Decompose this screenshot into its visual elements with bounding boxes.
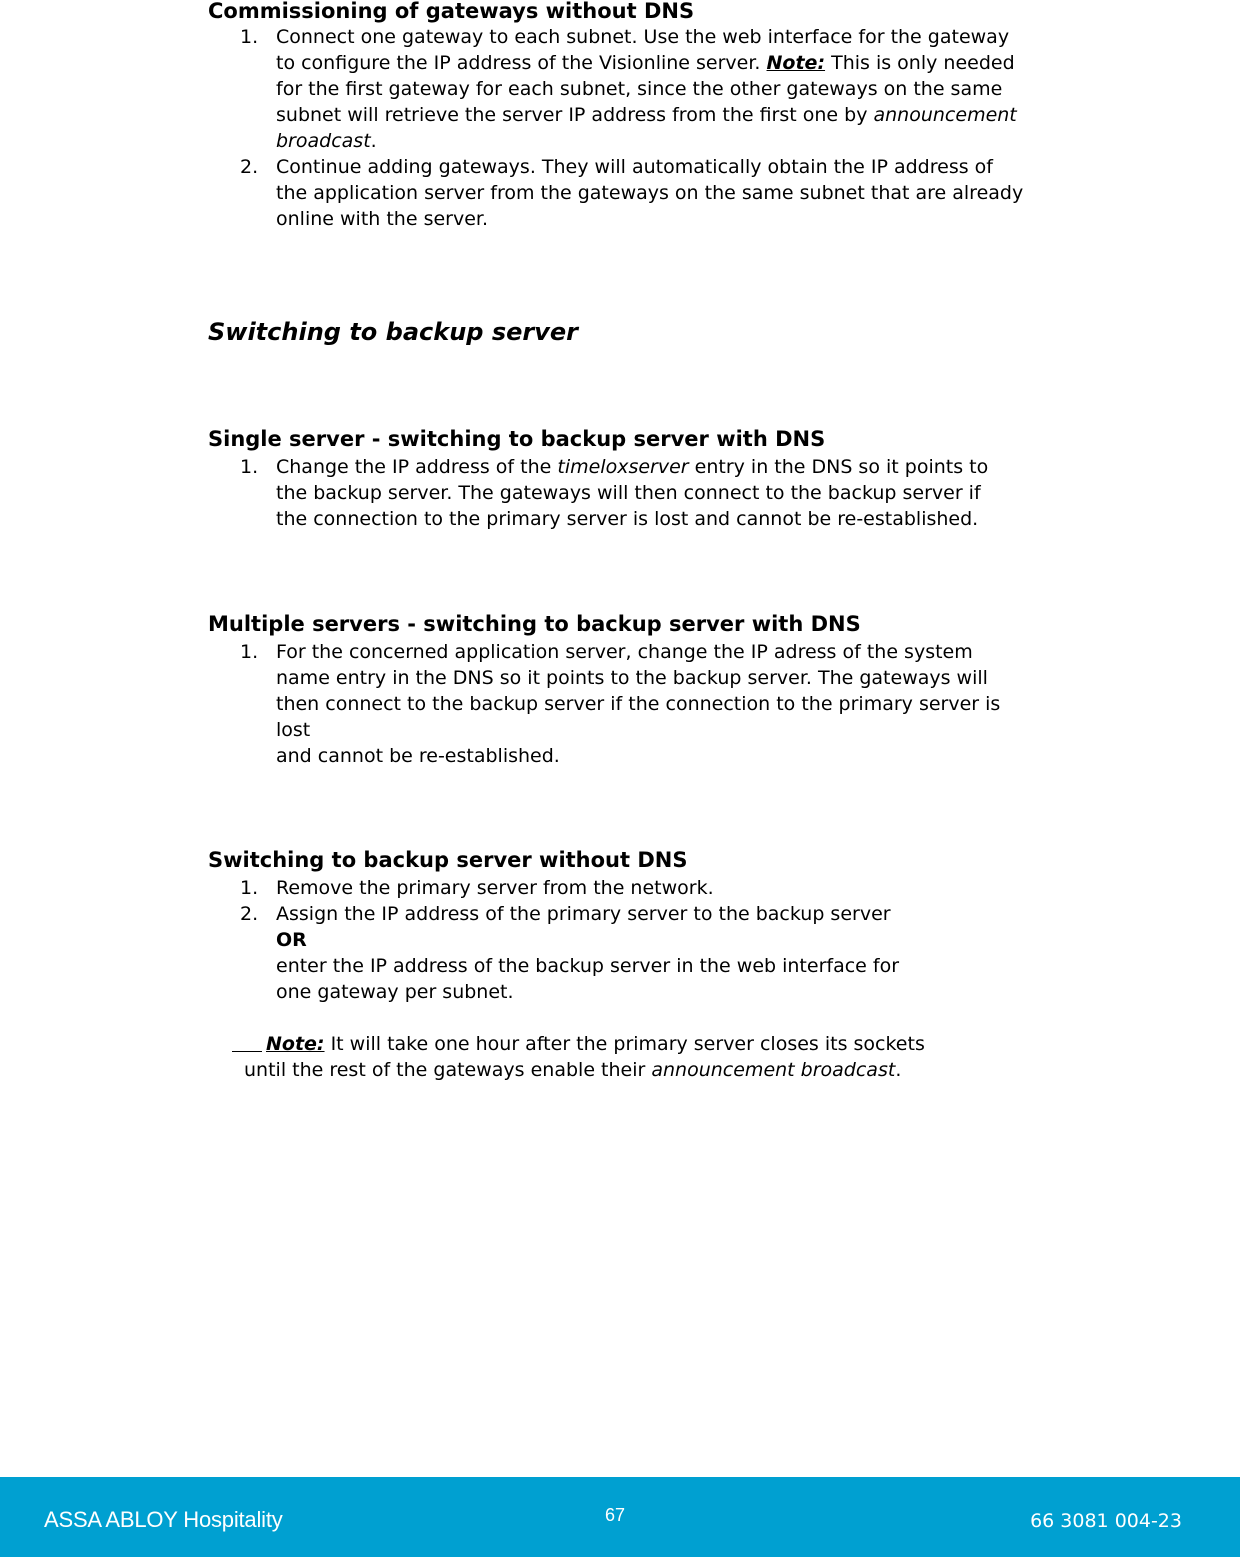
list-text xyxy=(276,927,1108,953)
list-text xyxy=(276,128,1108,154)
list-text xyxy=(276,50,1108,76)
list-text: enter the IP address of the backup server in the web interface for xyxy=(276,955,900,977)
single-server-list xyxy=(208,454,1108,532)
multiple-servers-list xyxy=(208,639,1108,769)
note-label: Note: xyxy=(266,1033,325,1055)
note-line xyxy=(232,1031,925,1057)
list-item xyxy=(208,875,1108,901)
note-rule xyxy=(232,1051,262,1052)
italic-term: announcement broadcast xyxy=(651,1059,896,1081)
list-item xyxy=(208,901,1108,1005)
note-line xyxy=(232,1057,925,1083)
list-item xyxy=(208,24,1108,154)
list-text: Assign the IP address of the primary server to the backup server xyxy=(276,903,891,925)
list-text: the connection to the primary server is lost and cannot be re-established. xyxy=(276,508,979,530)
list-number: 1. xyxy=(240,641,259,663)
list-text: Continue adding gateways. They will automatically obtain the IP address of xyxy=(276,156,993,178)
list-text xyxy=(276,102,1108,128)
list-text: the application server from the gateways on the same subnet that are already xyxy=(276,182,1024,204)
list-text: lost xyxy=(276,719,311,741)
note-text: . xyxy=(895,1059,902,1081)
list-text: online with the server. xyxy=(276,208,489,230)
heading-commissioning: Commissioning of gateways without DNS xyxy=(208,0,695,23)
note-text: until the rest of the gateways enable their xyxy=(244,1059,652,1081)
without-dns-list xyxy=(208,875,1108,1005)
brand-name: ASSA ABLOY Hospitality xyxy=(44,1507,283,1532)
list-text: For the concerned application server, change the IP adress of the system xyxy=(276,641,973,663)
italic-term: broadcast xyxy=(276,130,371,152)
list-text-part: Change the IP address of the xyxy=(276,456,558,478)
or-keyword: OR xyxy=(276,929,307,951)
page-number: 67 xyxy=(605,1505,626,1525)
heading-multiple-servers: Multiple servers - switching to backup server with DNS xyxy=(208,612,861,636)
list-number: 1. xyxy=(240,456,259,478)
list-text: and cannot be re-established. xyxy=(276,745,560,767)
list-text-part: This is only needed xyxy=(825,52,1015,74)
list-text-part: entry in the DNS so it points to xyxy=(688,456,989,478)
commissioning-list xyxy=(208,24,1108,232)
heading-switching-to-backup: Switching to backup server xyxy=(208,318,578,346)
heading-without-dns: Switching to backup server without DNS xyxy=(208,848,688,872)
italic-term: announcement xyxy=(873,104,1017,126)
document-number: 66 3081 004-23 xyxy=(1030,1510,1182,1532)
italic-term: timeloxserver xyxy=(557,456,689,478)
heading-single-server: Single server - switching to backup server with DNS xyxy=(208,427,826,451)
list-number: 2. xyxy=(240,156,259,178)
list-text xyxy=(276,454,1108,480)
list-text: one gateway per subnet. xyxy=(276,981,514,1003)
note-text: It will take one hour after the primary server closes its sockets xyxy=(324,1033,925,1055)
list-text: for the first gateway for each subnet, since the other gateways on the same xyxy=(276,78,1003,100)
list-text: the backup server. The gateways will then connect to the backup server if xyxy=(276,482,981,504)
list-text: Connect one gateway to each subnet. Use the web interface for the gateway xyxy=(276,26,1010,48)
list-item xyxy=(208,454,1108,532)
list-item xyxy=(208,154,1108,232)
list-text-part: to configure the IP address of the Visionline server. xyxy=(276,52,767,74)
list-text: name entry in the DNS so it points to the backup server. The gateways will xyxy=(276,667,988,689)
list-text-part: . xyxy=(370,130,377,152)
note-label: Note: xyxy=(766,52,826,74)
list-number: 2. xyxy=(240,903,259,925)
list-number: 1. xyxy=(240,877,259,899)
page-footer xyxy=(0,1477,1240,1557)
note-block xyxy=(232,1031,925,1083)
list-text: Remove the primary server from the network. xyxy=(276,877,714,899)
list-number: 1. xyxy=(240,26,259,48)
list-item xyxy=(208,639,1108,769)
list-text-part: subnet will retrieve the server IP address from the first one by xyxy=(276,104,874,126)
list-text: then connect to the backup server if the connection to the primary server is xyxy=(276,693,1001,715)
